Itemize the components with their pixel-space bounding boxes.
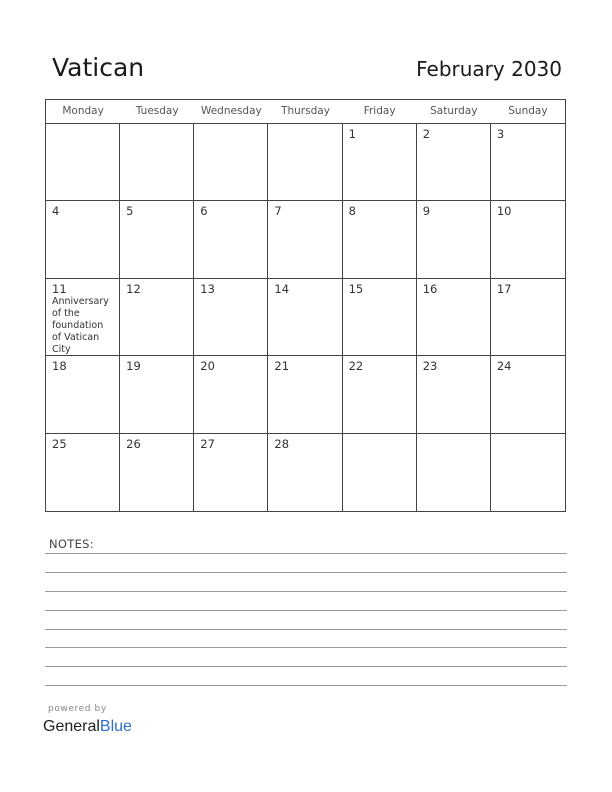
day-cell [417, 356, 491, 433]
weekday-wednesday: Wednesday [200, 105, 262, 117]
day-number: 19 [126, 359, 141, 374]
day-number: 16 [422, 281, 438, 296]
day-cell [268, 201, 342, 278]
notes-label: NOTES: [49, 537, 94, 551]
day-number: 25 [52, 436, 67, 451]
day-cell [343, 434, 417, 511]
day-number: 15 [348, 281, 364, 296]
day-cell [120, 434, 194, 511]
day-cell [343, 279, 417, 356]
day-number: 9 [422, 204, 431, 219]
day-cell [194, 279, 268, 356]
day-cell [120, 124, 194, 201]
day-cell [46, 201, 120, 278]
day-number: 13 [200, 281, 215, 296]
note-line [45, 572, 567, 573]
day-number: 18 [52, 359, 67, 374]
day-cell [417, 434, 491, 511]
holiday-label: Anniversary of the foundation of Vatican City [52, 295, 109, 355]
day-number: 24 [496, 359, 512, 374]
day-cell [268, 356, 342, 433]
weekday-sunday: Sunday [508, 105, 548, 117]
generalblue-logo [43, 716, 132, 738]
day-number: 17 [496, 281, 512, 296]
weekday-thursday: Thursday [281, 105, 330, 117]
day-cell [46, 279, 120, 356]
day-cell [194, 124, 268, 201]
day-number: 14 [274, 281, 290, 296]
note-line [45, 666, 567, 667]
day-cell [491, 279, 565, 356]
day-number: 12 [126, 281, 141, 296]
weekday-header-row [46, 100, 565, 124]
weekday-tuesday: Tuesday [135, 105, 179, 117]
day-number: 4 [52, 204, 60, 219]
brand-general: General [43, 718, 100, 735]
day-number: 26 [126, 436, 141, 451]
weekday-saturday: Saturday [430, 105, 478, 117]
day-cell [343, 201, 417, 278]
day-number: 28 [274, 436, 290, 451]
calendar-grid [45, 99, 566, 512]
day-number: 23 [422, 359, 438, 374]
note-line [45, 553, 567, 554]
month-title: February 2030 [416, 57, 562, 81]
day-number: 21 [274, 359, 290, 374]
day-cell [491, 356, 565, 433]
day-cell [268, 434, 342, 511]
day-number: 6 [200, 204, 208, 219]
weekday-friday: Friday [363, 105, 396, 117]
note-line [45, 685, 567, 686]
day-cell [120, 279, 194, 356]
day-number: 7 [274, 204, 282, 219]
day-number: 5 [126, 204, 134, 219]
note-line [45, 591, 567, 592]
day-number: 3 [496, 127, 505, 141]
day-cell [120, 356, 194, 433]
brand-blue: Blue [99, 718, 132, 735]
day-number: 20 [200, 359, 215, 374]
day-cell [268, 124, 342, 201]
day-cell [417, 124, 491, 201]
day-number: 8 [348, 204, 356, 219]
day-cell [194, 434, 268, 511]
day-number: 2 [422, 127, 431, 141]
day-number: 10 [496, 204, 512, 219]
day-number: 27 [200, 436, 215, 451]
day-cell [46, 434, 120, 511]
day-cell [417, 201, 491, 278]
note-line [45, 647, 567, 648]
day-number: 22 [348, 359, 364, 374]
day-cell [194, 201, 268, 278]
day-cell [46, 356, 120, 433]
day-number: 11 [52, 281, 67, 296]
day-cell [417, 279, 491, 356]
powered-by-text: powered by [48, 704, 107, 714]
day-cell [46, 124, 120, 201]
day-number: 1 [348, 127, 356, 141]
day-cell [343, 124, 417, 201]
day-cell [491, 434, 565, 511]
note-line [45, 610, 567, 611]
calendar-weeks [46, 124, 565, 511]
weekday-monday: Monday [62, 105, 104, 117]
day-cell [120, 201, 194, 278]
day-cell [268, 279, 342, 356]
day-cell [343, 356, 417, 433]
day-cell [194, 356, 268, 433]
note-line [45, 629, 567, 630]
country-title: Vatican [52, 53, 145, 82]
day-cell [491, 124, 565, 201]
day-cell [491, 201, 565, 278]
